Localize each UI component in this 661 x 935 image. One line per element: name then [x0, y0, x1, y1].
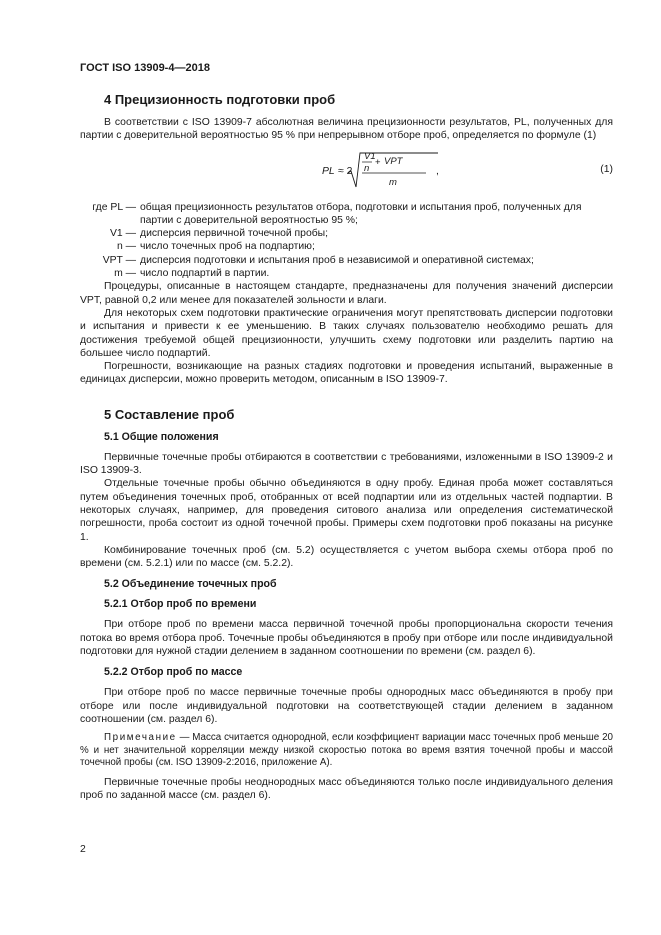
subsection-5-2-2-heading: 5.2.2 Отбор проб по массе [104, 666, 243, 679]
subsection-5-1-heading: 5.1 Общие положения [104, 430, 219, 443]
paragraph: Первичные точечные пробы отбираются в соответствии с требованиями, изложенными в ISO 13909-2 и ISO 13909-3. [80, 451, 613, 477]
where-definition: число точечных проб на подпартию; [140, 241, 315, 253]
formula-vpt: VPT [384, 155, 403, 167]
where-symbol: m — [114, 268, 136, 280]
paragraph: Первичные точечные пробы неоднородных масс объединяются только после индивидуального деления проб по заданной массе (см. раздел 6). [80, 776, 613, 802]
formula-number: (1) [600, 163, 613, 175]
section-4-heading: 4 Прецизионность подготовки проб [104, 92, 336, 107]
paragraph: Погрешности, возникающие на разных стадиях подготовки и проведения испытаний, выраженные в единицах дисперсии, можно проверить методом, описанным в ISO 13909-7. [80, 361, 613, 386]
document-code: ГОСТ ISO 13909-4—2018 [80, 62, 210, 74]
note [80, 732, 613, 770]
where-definition: число подпартий в партии. [140, 268, 270, 280]
where-symbol: VPT — [102, 254, 136, 266]
subsection-5-2-heading: 5.2 Объединение точечных проб [104, 578, 277, 591]
where-definition: дисперсия первичной точечной пробы; [140, 228, 329, 240]
paragraph: Комбинирование точечных проб (см. 5.2) осуществляется с учетом выбора схемы отбора проб по времени (см. 5.2.1) или по массе (см. 5.2.2). [80, 544, 613, 570]
page-content [80, 92, 613, 803]
note-label: Примечание [104, 732, 177, 744]
formula-m: m [389, 176, 397, 188]
formula-expression [312, 151, 482, 191]
paragraph: При отборе проб по времени масса первичной точечной пробы пропорциональна скорости течения потока во время отбора проб. Точечные пробы объединяются в пробу при отборе или после индивидуальной подготовки для нужной стадии делением в заданном соотношении по времени (см. раздел 6). [80, 619, 613, 658]
formula-n: n [364, 162, 370, 174]
paragraph: Процедуры, описанные в настоящем стандарте, предназначены для получения значений дисперсии VPT, равной 0,2 или менее для показателей зольности и влаги. [80, 281, 613, 306]
page-number: 2 [80, 844, 86, 855]
formula-pl: PL [322, 165, 335, 177]
section-5-heading: 5 Составление проб [104, 406, 235, 422]
where-symbol: где PL — [92, 201, 136, 213]
paragraph: При отборе проб по массе первичные точечные пробы однородных масс объединяются в пробу при отборе или после индивидуальной подготовки на соответствующей стадии делением в заданном соотношении (см. раздел 6). [80, 687, 613, 725]
formula-approx-2: ≈ 2 [338, 165, 353, 177]
paragraph: Для некоторых схем подготовки практические ограничения могут препятствовать дисперсии подготовки и испытания и привести к ее уменьшению. В таких случаях пользователю необходимо решать для достижения требуемой общей прецизионности, улучшить схему подготовки или разделить партию на большее число подпартий. [80, 307, 613, 359]
formula-v1: V1 [364, 150, 376, 162]
where-symbol: V1 — [110, 228, 136, 240]
where-symbol: n — [116, 241, 136, 253]
section-4-intro: В соответствии с ISO 13909-7 абсолютная величина прецизионности результатов, PL, полученных для партии с доверительной вероятностью 95 % при непрерывном отборе проб, определяется по формуле (1) [80, 117, 613, 142]
formula-1 [80, 149, 613, 193]
formula-plus: + [375, 156, 381, 168]
where-definition: дисперсия подготовки и испытания проб в независимой и оперативной системах; [140, 254, 534, 266]
formula-end: , [436, 165, 439, 177]
note-text: — Масса считается однородной, если коэффициент вариации масс точечных проб меньше 20 % и нет значительной корреляции между низкой скоростью потока во время взятия точечной пробы и массой точечной пробы (см. ISO 13909-2:2016, приложение А). [80, 732, 613, 769]
where-list [80, 201, 613, 281]
where-definition: общая прецизионность результатов отбора, подготовки и испытания проб, полученных для партии с доверительной вероятностью 95 %; [140, 201, 582, 226]
paragraph: Отдельные точечные пробы обычно объединяются в одну пробу. Единая проба может составляться путем объединения точечных проб, отобранных от всей подпартии или из отдельных частей подпартии. В некоторых случаях, например, для проведения ситового анализа или определения систематической погрешности, проба состоит из одной точечной пробы. Примеры схем подготовки проб показаны на рисунке 1. [80, 478, 613, 543]
subsection-5-2-1-heading: 5.2.1 Отбор проб по времени [104, 598, 257, 611]
